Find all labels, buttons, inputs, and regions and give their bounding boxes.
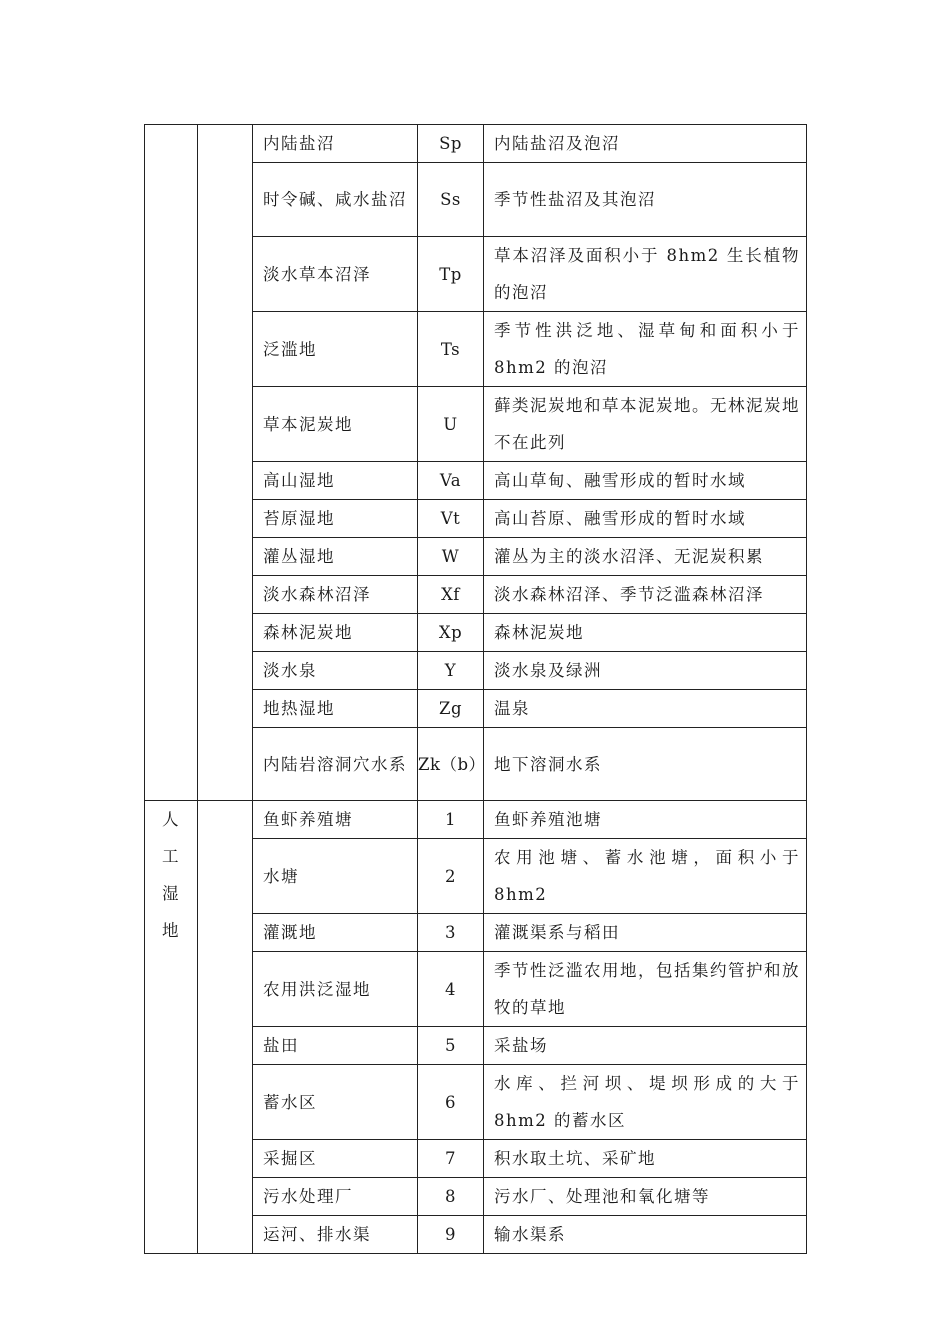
type-code-cell: U [418, 387, 484, 462]
type-description-cell: 温泉 [484, 690, 807, 728]
type-description-cell: 季节性泛滥农用地，包括集约管护和放牧的草地 [484, 952, 807, 1027]
type-code-cell: Xf [418, 576, 484, 614]
type-description-cell: 水库、拦河坝、堤坝形成的大于 8hm2 的蓄水区 [484, 1065, 807, 1140]
type-code-cell: Zk（b） [418, 728, 484, 801]
type-code-cell: Sp [418, 125, 484, 163]
subcategory-cell [198, 801, 253, 1254]
type-description-cell: 高山苔原、融雪形成的暂时水域 [484, 500, 807, 538]
type-code-cell: Zg [418, 690, 484, 728]
type-description-cell: 灌溉渠系与稻田 [484, 914, 807, 952]
type-name-cell: 淡水森林沼泽 [253, 576, 418, 614]
type-code-cell: Y [418, 652, 484, 690]
type-name-cell: 灌溉地 [253, 914, 418, 952]
type-name-cell: 淡水泉 [253, 652, 418, 690]
type-code-cell: Ss [418, 163, 484, 237]
type-name-cell: 森林泥炭地 [253, 614, 418, 652]
type-name-cell: 灌丛湿地 [253, 538, 418, 576]
type-code-cell: Ts [418, 312, 484, 387]
table-row [145, 801, 807, 839]
type-description-cell: 输水渠系 [484, 1216, 807, 1254]
type-code-cell: W [418, 538, 484, 576]
type-description-cell: 农用池塘、蓄水池塘，面积小于 8hm2 [484, 839, 807, 914]
type-description-cell: 地下溶洞水系 [484, 728, 807, 801]
type-code-cell: 6 [418, 1065, 484, 1140]
type-description-cell: 季节性盐沼及其泡沼 [484, 163, 807, 237]
type-name-cell: 污水处理厂 [253, 1178, 418, 1216]
type-name-cell: 时令碱、咸水盐沼 [253, 163, 418, 237]
type-code-cell: 9 [418, 1216, 484, 1254]
type-name-cell: 内陆岩溶洞穴水系 [253, 728, 418, 801]
type-name-cell: 盐田 [253, 1027, 418, 1065]
type-description-cell: 污水厂、处理池和氧化塘等 [484, 1178, 807, 1216]
subcategory-cell [198, 125, 253, 801]
table-row [145, 125, 807, 163]
type-name-cell: 采掘区 [253, 1140, 418, 1178]
type-name-cell: 地热湿地 [253, 690, 418, 728]
type-description-cell: 灌丛为主的淡水沼泽、无泥炭积累 [484, 538, 807, 576]
type-code-cell: 4 [418, 952, 484, 1027]
type-description-cell: 高山草甸、融雪形成的暂时水域 [484, 462, 807, 500]
type-name-cell: 内陆盐沼 [253, 125, 418, 163]
type-description-cell: 藓类泥炭地和草本泥炭地。无林泥炭地不在此列 [484, 387, 807, 462]
type-code-cell: 8 [418, 1178, 484, 1216]
type-description-cell: 淡水泉及绿洲 [484, 652, 807, 690]
type-description-cell: 采盐场 [484, 1027, 807, 1065]
type-code-cell: Xp [418, 614, 484, 652]
type-description-cell: 积水取土坑、采矿地 [484, 1140, 807, 1178]
table-body [145, 125, 807, 1254]
type-code-cell: 2 [418, 839, 484, 914]
type-description-cell: 森林泥炭地 [484, 614, 807, 652]
type-description-cell: 内陆盐沼及泡沼 [484, 125, 807, 163]
type-name-cell: 淡水草本沼泽 [253, 237, 418, 312]
category-label: 人工湿地 [162, 810, 180, 940]
type-code-cell: 1 [418, 801, 484, 839]
type-code-cell: Vt [418, 500, 484, 538]
wetland-classification-table [144, 124, 807, 1254]
type-name-cell: 运河、排水渠 [253, 1216, 418, 1254]
type-code-cell: 7 [418, 1140, 484, 1178]
type-code-cell: 3 [418, 914, 484, 952]
category-cell [145, 801, 198, 1254]
type-name-cell: 水塘 [253, 839, 418, 914]
type-name-cell: 蓄水区 [253, 1065, 418, 1140]
type-code-cell: Tp [418, 237, 484, 312]
type-code-cell: 5 [418, 1027, 484, 1065]
type-name-cell: 鱼虾养殖塘 [253, 801, 418, 839]
type-name-cell: 苔原湿地 [253, 500, 418, 538]
type-name-cell: 泛滥地 [253, 312, 418, 387]
type-name-cell: 农用洪泛湿地 [253, 952, 418, 1027]
category-cell [145, 125, 198, 801]
type-description-cell: 淡水森林沼泽、季节泛滥森林沼泽 [484, 576, 807, 614]
type-description-cell: 草本沼泽及面积小于 8hm2 生长植物的泡沼 [484, 237, 807, 312]
type-description-cell: 鱼虾养殖池塘 [484, 801, 807, 839]
type-code-cell: Va [418, 462, 484, 500]
type-description-cell: 季节性洪泛地、湿草甸和面积小于 8hm2 的泡沼 [484, 312, 807, 387]
type-name-cell: 高山湿地 [253, 462, 418, 500]
type-name-cell: 草本泥炭地 [253, 387, 418, 462]
